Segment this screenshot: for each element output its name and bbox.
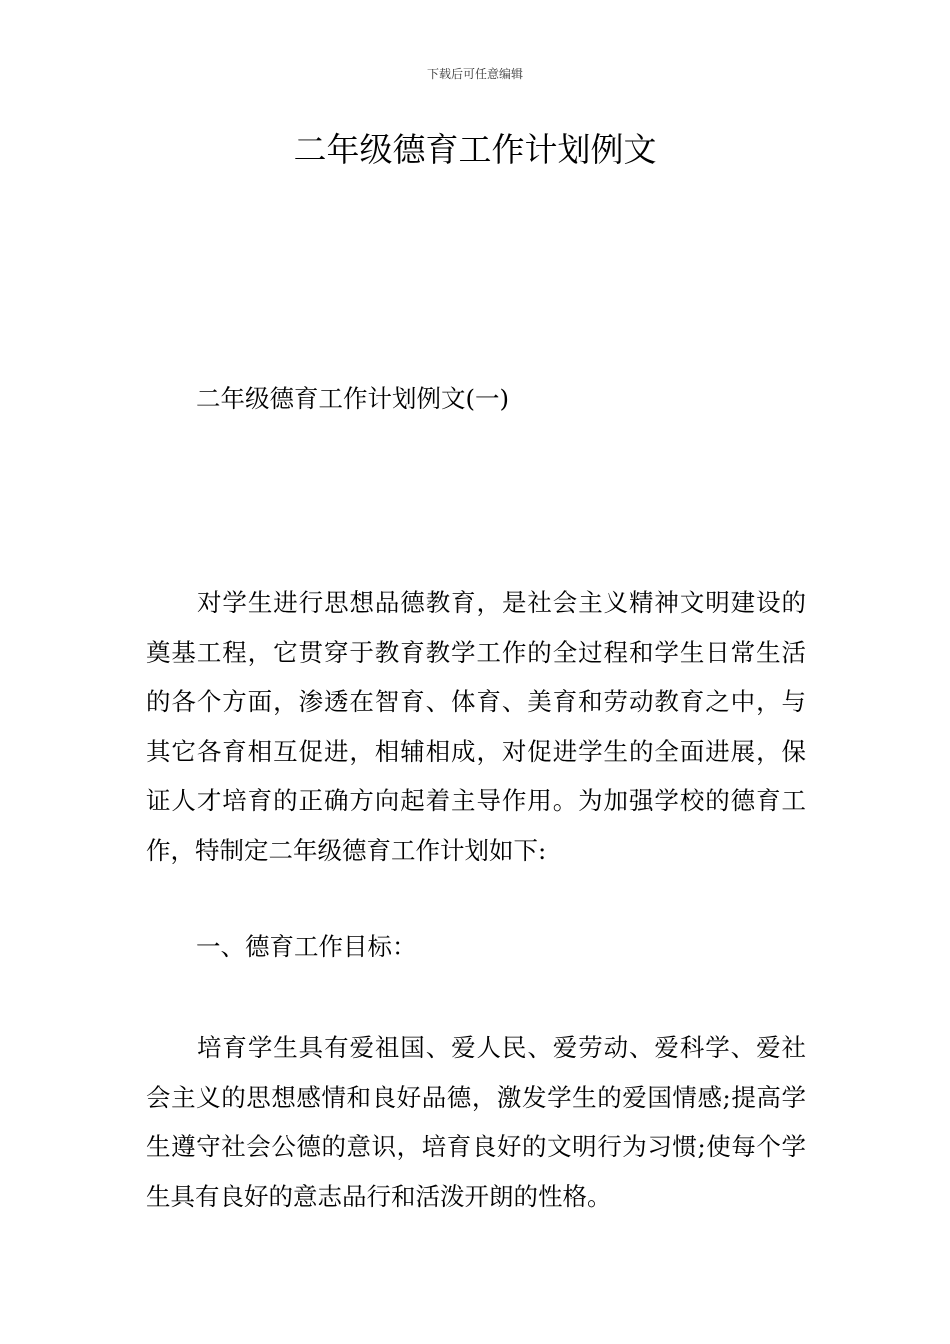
- header-note: 下载后可任意编辑: [426, 67, 523, 81]
- document-title: 二年级德育工作计划例文: [293, 130, 657, 169]
- document-subtitle: 二年级德育工作计划例文(一): [196, 384, 510, 413]
- intro-paragraph: 对学生进行思想品德教育，是社会主义精神文明建设的奠基工程，它贯穿于教育教学工作的全过程和学生日常生活的各个方面，渗透在智育、体育、美育和劳动教育之中，与其它各育相互促进，相辅相成，对促进学生的全面进展，保证人才培育的正确方向起着主导作用。为加强学校的德育工作，特制定二年级德育工作计划如下:: [146, 588, 806, 865]
- goals-paragraph: 培育学生具有爱祖国、爱人民、爱劳动、爱科学、爱社会主义的思想感情和良好品德，激发学生的爱国情感;提高学生遵守社会公德的意识，培育良好的文明行为习惯;使每个学生具有良好的意志品行和活泼开朗的性格。: [146, 1033, 806, 1211]
- section-heading: 一、德育工作目标：: [196, 932, 417, 961]
